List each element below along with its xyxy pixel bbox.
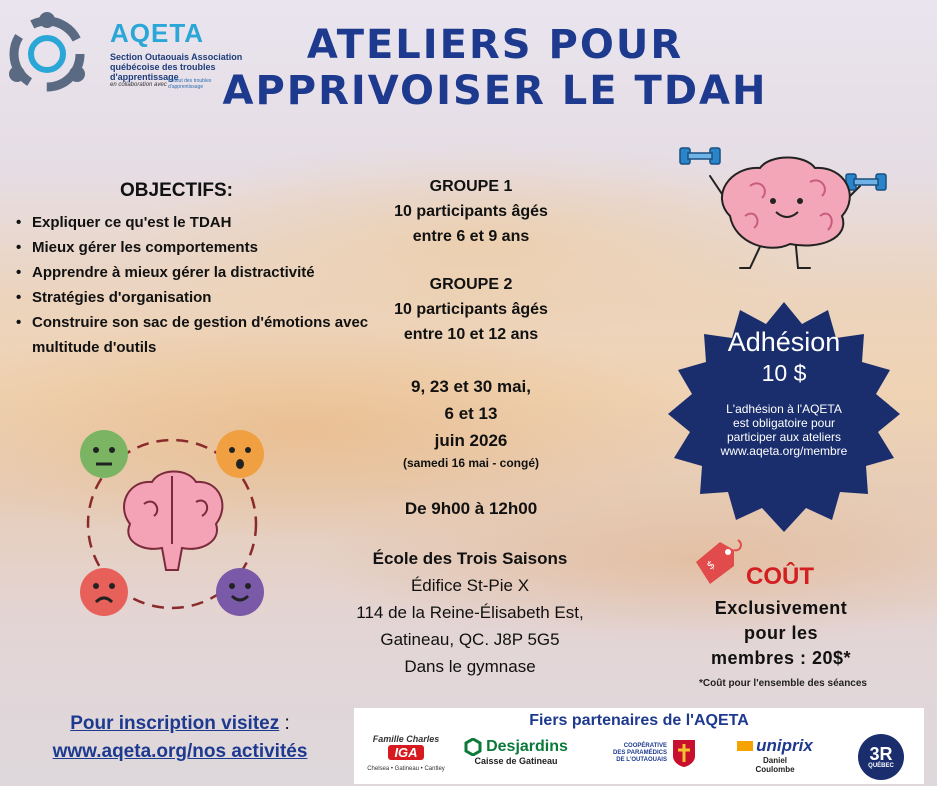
svg-text:$: $ (704, 557, 718, 573)
group-1-line-1: 10 participants âgés (394, 203, 548, 220)
location-name: École des Trois Saisons (372, 549, 568, 568)
cost-text (676, 596, 886, 671)
dates-line-2: 6 et 13 (444, 404, 498, 423)
inscription-link[interactable]: www.aqeta.org/nos activités (52, 741, 308, 762)
membership-note-1: L'adhésion à l'AQETA (726, 402, 842, 416)
emotions-brain-icon (70, 424, 274, 624)
membership-link[interactable]: www.aqeta.org/membre (720, 444, 848, 458)
membership-note-2: est obligatoire pour (732, 416, 836, 430)
membership-note (664, 402, 904, 458)
title-line-2: APPRIVOISER LE TDAH (222, 68, 768, 114)
dates-line-3: juin 2026 (434, 431, 508, 450)
iga-top-text: Famille Charles (372, 734, 440, 744)
logo-collab-text: en collaboration avec (110, 82, 167, 88)
group-2-title: GROUPE 2 (429, 276, 513, 293)
price-tag-icon (690, 536, 746, 586)
desjardins-hexagon-icon (464, 738, 482, 756)
3r-subtitle: QUÉBEC (868, 763, 894, 769)
paramedics-line-2: DES PARAMÉDICS (613, 749, 667, 756)
uniprix-name: uniprix (756, 736, 813, 755)
location-line-2: 114 de la Reine-Élisabeth Est, (356, 603, 584, 622)
paramedics-line-3: DE L'OUTAOUAIS (616, 756, 667, 763)
iga-mark: IGA (388, 745, 423, 760)
membership-price: 10 $ (761, 360, 807, 386)
desjardins-logo (456, 734, 576, 766)
group-1-line-2: entre 6 et 9 ans (412, 228, 530, 245)
page-title (170, 22, 820, 114)
membership-title: Adhésion (727, 327, 841, 357)
logo-wordmark: AQETA (110, 18, 205, 48)
dates-note: (samedi 16 mai - congé) (402, 456, 540, 470)
membership-badge (664, 326, 904, 458)
desjardins-subtitle: Caisse de Gatineau (474, 756, 558, 766)
uniprix-logo (720, 734, 830, 774)
paramedics-shield-icon (671, 738, 697, 768)
iga-logo (362, 734, 450, 772)
uniprix-sub-1: Daniel (762, 756, 787, 765)
dates-block (366, 373, 576, 454)
cost-title: COÛT (746, 563, 814, 590)
group-2-block (366, 272, 576, 347)
partners-title: Fiers partenaires de l'AQETA (529, 712, 749, 729)
objective-item: • Mieux gérer les comportements (12, 235, 372, 260)
objective-item: • Expliquer ce qu'est le TDAH (12, 210, 372, 235)
uniprix-sub-2: Coulombe (755, 765, 795, 774)
group-1-block (366, 174, 576, 249)
paramedics-line-1: COOPÉRATIVE (623, 742, 667, 749)
group-2-line-2: entre 10 et 12 ans (403, 326, 539, 343)
inscription-label: Pour inscription visitez (70, 713, 280, 734)
location-line-1: Édifice St-Pie X (410, 576, 530, 595)
aqeta-logo-icon (4, 8, 90, 94)
objective-item: • Construire son sac de gestion d'émotions avec multitude d'outils (12, 310, 372, 360)
inscription-block (20, 710, 340, 766)
3r-quebec-logo (846, 734, 916, 780)
location-block (330, 545, 610, 680)
dates-line-1: 9, 23 et 30 mai, (410, 377, 532, 396)
objectives-heading: OBJECTIFS: (120, 180, 233, 201)
objectives-list (12, 210, 372, 360)
objective-item: • Apprendre à mieux gérer la distractivité (12, 260, 372, 285)
cost-line-1: Exclusivement (714, 598, 848, 618)
location-line-3: Gatineau, QC. J8P 5G5 (380, 630, 560, 649)
logo-partner-text: Institut des troubles d'apprentissage (168, 78, 212, 90)
brain-dumbbell-icon (670, 146, 900, 276)
happy-face (80, 430, 128, 478)
3r-mark: 3R (869, 744, 893, 764)
hours-text: De 9h00 à 12h00 (404, 499, 538, 518)
objective-item: • Stratégies d'organisation (12, 285, 372, 310)
cost-note: *Coût pour l'ensemble des séances (699, 678, 867, 689)
group-2-line-1: 10 participants âgés (394, 301, 548, 318)
title-line-1: ATELIERS POUR (306, 22, 684, 68)
cost-line-3: membres : 20$* (710, 648, 852, 668)
paramedics-logo (600, 734, 710, 768)
cost-line-2: pour les (743, 623, 818, 643)
desjardins-name: Desjardins (486, 738, 568, 755)
location-line-4: Dans le gymnase (404, 657, 536, 676)
logo-subtitle: Section Outaouais Association québécoise des troubles d'apprentissage (110, 52, 243, 82)
inscription-colon: : (284, 713, 290, 734)
iga-subtitle: Chelsea • Gatineau • Cantley (367, 766, 445, 772)
membership-note-3: participer aux ateliers (726, 430, 842, 444)
group-1-title: GROUPE 1 (429, 178, 513, 195)
